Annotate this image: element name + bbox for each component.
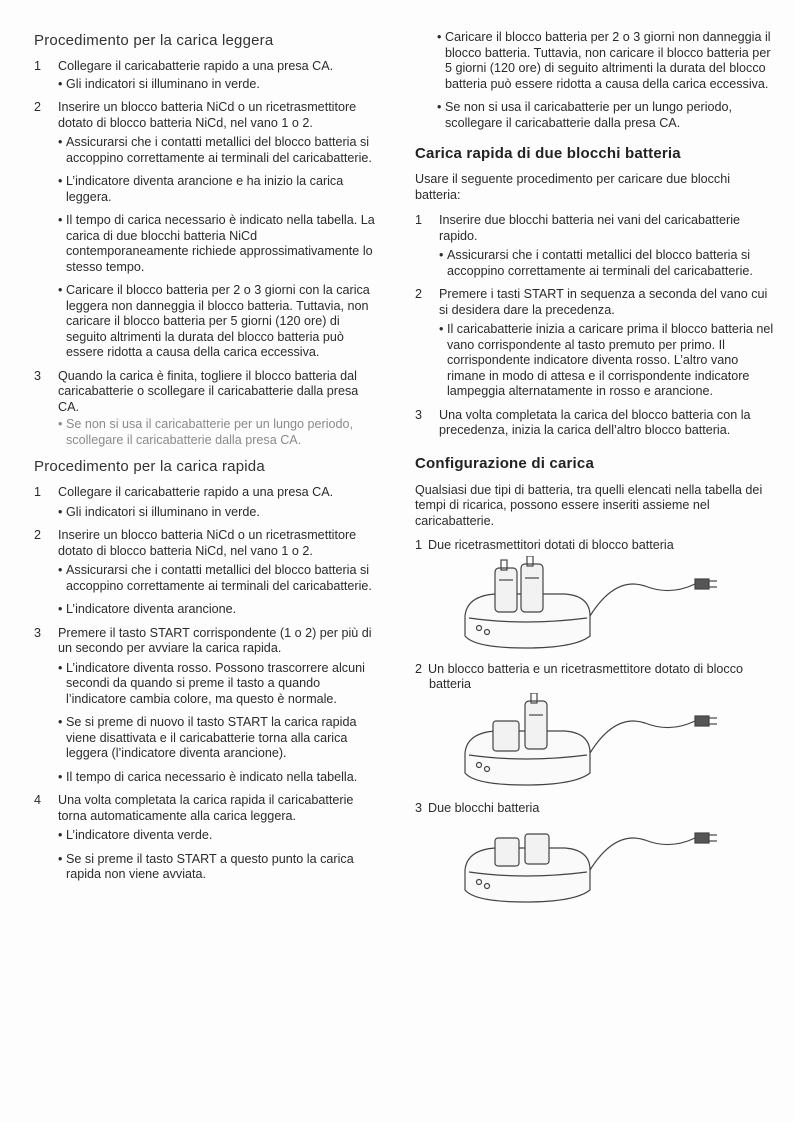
step-2	[415, 287, 775, 400]
step-number: 2	[34, 528, 42, 542]
fast-charge-steps	[34, 485, 380, 883]
section-title-slow-charge: Procedimento per la carica leggera	[34, 32, 274, 49]
config-1	[415, 538, 775, 554]
step-3	[34, 626, 380, 786]
step-text: Collegare il caricabatterie rapido a una presa CA.	[58, 485, 334, 499]
step-number: 2	[415, 287, 423, 301]
step-number: 3	[34, 625, 42, 640]
step-1	[415, 213, 775, 279]
bullet: • L’indicatore diventa verde.	[58, 828, 380, 844]
step-text: Collegare il caricabatterie rapido a una presa CA.	[58, 59, 334, 73]
step-1	[34, 485, 380, 520]
section-title-fast-charge: Procedimento per la carica rapida	[34, 458, 265, 475]
config-number: 3	[415, 800, 423, 815]
config-label: Due ricetrasmettitori dotati di blocco batteria	[428, 538, 674, 552]
step-2	[34, 528, 380, 618]
step-3	[34, 369, 380, 449]
charger-two-radios-illustration	[455, 556, 755, 656]
bullet: • L’indicatore diventa arancione e ha inizio la carica leggera.	[58, 174, 380, 205]
bullet: • Il tempo di carica necessario è indicato nella tabella. La carica di due blocchi batteria NiCd contemporaneamente richiede approssimativamente lo stesso tempo.	[58, 213, 380, 275]
bullet: • Assicurarsi che i contatti metallici del blocco batteria si accoppino correttamente ai terminali del caricabatterie.	[58, 135, 380, 166]
step-number: 2	[34, 100, 42, 114]
charger-two-packs-illustration	[455, 818, 755, 908]
bullet: • Caricare il blocco batteria per 2 o 3 giorni con la carica leggera non danneggia il blocco batteria. Tuttavia, non caricare il blocco batteria per 5 giorni (120 ore) di seguito altrimenti la durata del blocco batteria può essere ridotta a causa della carica eccessiva.	[58, 283, 380, 361]
step-3	[415, 408, 775, 439]
step-text: Quando la carica è finita, togliere il blocco batteria dal caricabatterie o scollegare il caricabatterie dalla presa CA.	[58, 368, 359, 414]
bullet: • L’indicatore diventa rosso. Possono trascorrere alcuni secondi da quando si preme il tasto a quando l’indicatore cambia colore, ma questo è normale.	[58, 661, 380, 708]
step-text: Inserire un blocco batteria NiCd o un ricetrasmettitore dotato di blocco batteria NiCd, nel vano 1 o 2.	[58, 100, 357, 130]
step-1	[34, 59, 380, 92]
two-packs-steps	[415, 213, 775, 439]
bullet: • Assicurarsi che i contatti metallici del blocco batteria si accoppino correttamente ai terminali del caricabatterie.	[58, 563, 380, 594]
step-number: 1	[34, 485, 42, 499]
step-number: 1	[34, 59, 42, 73]
bullet: • Assicurarsi che i contatti metallici del blocco batteria si accoppino correttamente ai terminali del caricabatterie.	[439, 248, 775, 279]
config-label: Due blocchi batteria	[428, 800, 540, 815]
step-number: 4	[34, 793, 42, 807]
bullet: • Se si preme il tasto START a questo punto la carica rapida non viene avviata.	[58, 852, 380, 883]
step-4	[34, 793, 380, 883]
right-column	[415, 0, 775, 908]
section-title-config: Configurazione di carica	[415, 454, 594, 472]
section-intro: Qualsiasi due tipi di batteria, tra quelli elencati nella tabella dei tempi di ricarica, possono essere inseriti assieme nel caricabatterie.	[415, 482, 763, 528]
bullet: • Il caricabatterie inizia a caricare prima il blocco batteria nel vano corrispondente al tasto premuto per primo. Il corrispondente indicatore diventa rosso. L’altro vano rimane in modo di attesa e il corrispondente indicatore lampeggia alternatamente in rosso e arancione.	[439, 322, 775, 400]
step-text: Inserire due blocchi batteria nei vani del caricabatterie rapido.	[439, 213, 741, 243]
step-text: Inserire un blocco batteria NiCd o un ricetrasmettitore dotato di blocco batteria NiCd, nel vano 1 o 2.	[58, 528, 357, 558]
bullet: • Se non si usa il caricabatterie per un lungo periodo, scollegare il caricabatterie dalla presa CA.	[58, 417, 380, 448]
bullet: • Se non si usa il caricabatterie per un lungo periodo, scollegare il caricabatterie dalla presa CA.	[437, 100, 775, 131]
step-text: Una volta completata la carica del blocco batteria con la precedenza, inizia la carica dell’altro blocco batteria.	[439, 407, 751, 437]
config-3	[415, 801, 775, 817]
left-column	[34, 0, 380, 891]
charger-pack-and-radio-illustration	[455, 693, 755, 793]
step-2	[34, 100, 380, 361]
step-number: 3	[34, 368, 42, 383]
step-text: Premere il tasto START corrispondente (1 o 2) per più di un secondo per avviare la carica rapida.	[58, 625, 372, 655]
continued-bullets	[415, 30, 775, 131]
bullet: • Se si preme di nuovo il tasto START la carica rapida viene disattivata e il caricabatterie torna alla carica leggera (l’indicatore diventa arancione).	[58, 715, 380, 762]
step-number: 3	[415, 407, 423, 422]
slow-charge-steps	[34, 59, 380, 448]
bullet: • Gli indicatori si illuminano in verde.	[58, 77, 380, 93]
bullet: • L’indicatore diventa arancione.	[58, 602, 380, 618]
bullet: • Caricare il blocco batteria per 2 o 3 giorni non danneggia il blocco batteria. Tuttavia, non caricare il blocco batteria per 5 giorni (120 ore) di seguito altrimenti la durata del blocco batteria può essere ridotta a causa della carica eccessiva.	[437, 30, 775, 92]
bullet: • Il tempo di carica necessario è indicato nella tabella.	[58, 770, 380, 786]
step-text: Premere i tasti START in sequenza a seconda del vano cui si desidera dare la precedenza.	[439, 287, 768, 317]
config-number: 2	[415, 661, 423, 676]
section-intro: Usare il seguente procedimento per caricare due blocchi batteria:	[415, 172, 731, 202]
section-title-two-packs: Carica rapida di due blocchi batteria	[415, 145, 681, 162]
step-text: Una volta completata la carica rapida il caricabatterie torna automaticamente alla carica leggera.	[58, 793, 354, 823]
config-number: 1	[415, 538, 423, 552]
step-number: 1	[415, 213, 423, 227]
config-2	[415, 662, 775, 693]
config-label: Un blocco batteria e un ricetrasmettitore dotato di blocco batteria	[428, 661, 744, 691]
bullet: • Gli indicatori si illuminano in verde.	[58, 505, 380, 521]
